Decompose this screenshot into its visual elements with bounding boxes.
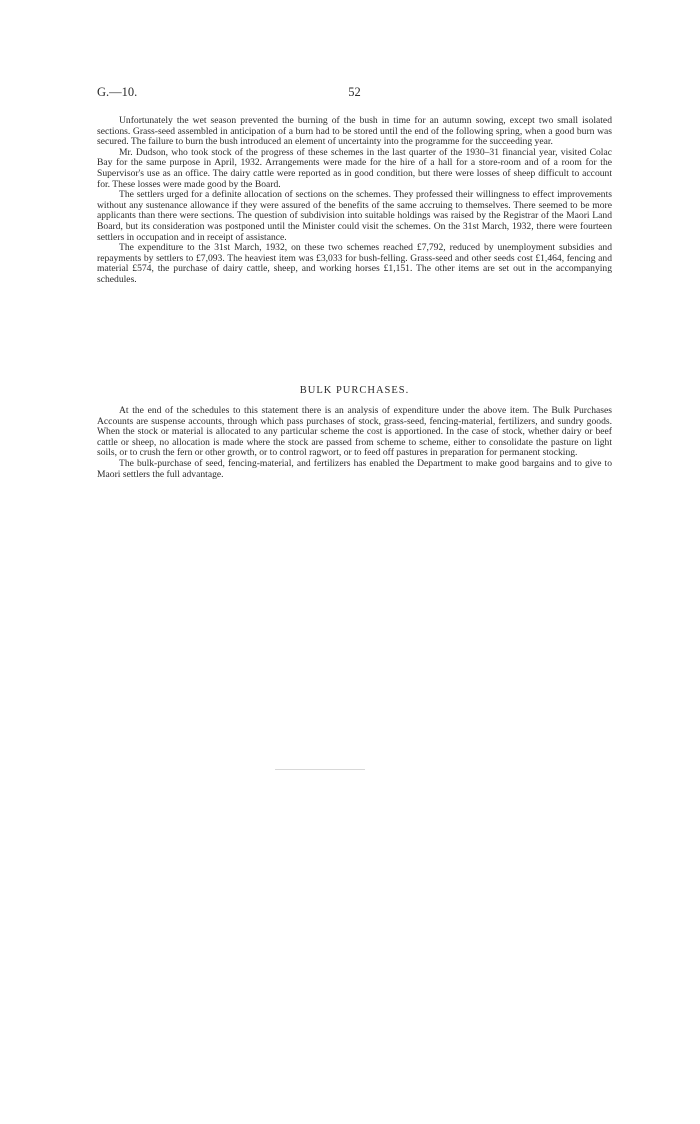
paragraph-bulk-advantage: The bulk-purchase of seed, fencing-material, and fertilizers has enabled the Department to make good bargains and to give to Maori settlers the full advantage. bbox=[97, 457, 612, 480]
section-heading-bulk-purchases: BULK PURCHASES. bbox=[299, 385, 410, 396]
running-header bbox=[97, 84, 612, 100]
paragraph-wet-season: Unfortunately the wet season prevented the burning of the bush in time for an autumn sowing, except two small isolated sections. Grass-seed assembled in anticipation of a burn had to be stored until the end of the following spring, when a good burn was secured. The failure to burn the bush introduced an element of uncertainty into the programme for the succeeding year. bbox=[97, 115, 612, 148]
footer-rule bbox=[275, 769, 365, 770]
paragraph-dudson-visit: Mr. Dudson, who took stock of the progress of these schemes in the last quarter of the 1930–31 financial year, visited Colac Bay for the same purpose in April, 1932. Arrangements were made for the hire of a hall for a store-room and of a room for the Supervisor's use as an office. The dairy cattle were reported as in good condition, but there were losses of sheep difficult to account for. These losses were made good by the Board. bbox=[97, 146, 612, 190]
body-text-top bbox=[97, 116, 612, 286]
document-reference: G.—10. bbox=[97, 85, 138, 99]
paragraph-bulk-accounts: At the end of the schedules to this statement there is an analysis of expenditure under the above item. The Bulk Purchases Accounts are suspense accounts, through which pass purchases of stock, grass-seed, fencing-material, fertilizers, and sundry goods. When the stock or material is allocated to any particular scheme the cost is apportioned. In the case of stock, whether dairy or beef cattle or sheep, no allocation is made where the stock are passed from scheme to scheme, either to consolidate the pasture on light soils, or to crush the fern or other growth, or to control ragwort, or to feed off pastures in preparation for permanent stocking. bbox=[97, 405, 612, 459]
page-number: 52 bbox=[348, 85, 361, 99]
body-text-bottom bbox=[97, 406, 612, 480]
paragraph-expenditure: The expenditure to the 31st March, 1932, on these two schemes reached £7,792, reduced by unemployment subsidies and repayments by settlers to £7,093. The heaviest item was £3,033 for bush-felling. Grass-seed and other seeds cost £1,464, fencing and material £574, the purchase of dairy cattle, sheep, and working horses £1,151. The other items are set out in the accompanying schedules. bbox=[97, 242, 612, 285]
paragraph-settlers-allocation: The settlers urged for a definite allocation of sections on the schemes. They professed their willingness to effect improvements without any sustenance allowance if they were assured of the benefits of the same accruing to themselves. There seemed to be more applicants than there were sections. The question of subdivision into suitable holdings was raised by the Registrar of the Maori Land Board, but its consideration was postponed until the Minister could visit the schemes. On the 31st March, 1932, there were fourteen settlers in occupation and in receipt of assistance. bbox=[97, 189, 612, 243]
